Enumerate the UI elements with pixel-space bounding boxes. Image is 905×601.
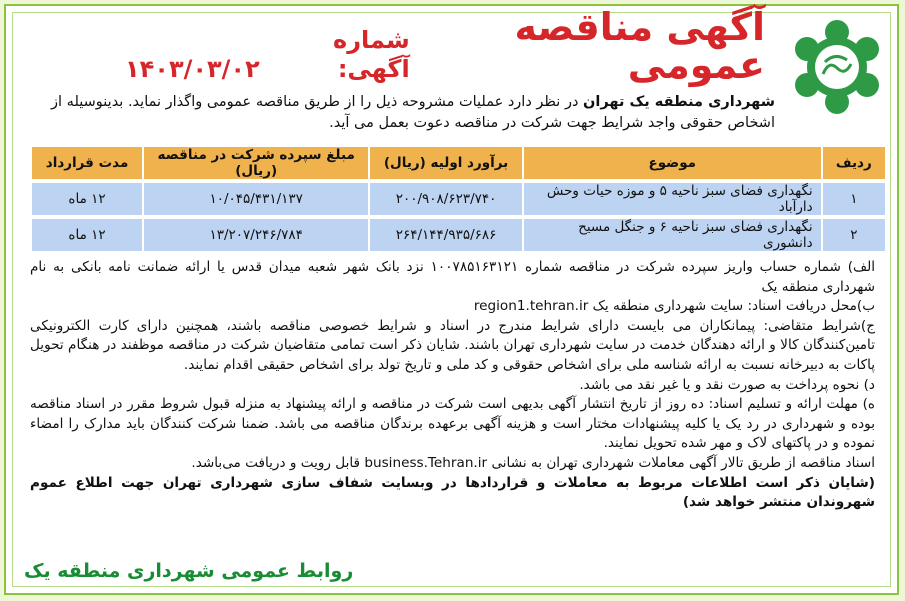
notice-body [30, 258, 875, 513]
cell-estimate: ۲۶۴/۱۴۴/۹۳۵/۶۸۶ [368, 219, 522, 251]
clause-final-prefix: اسناد مناقصه از طریق تالار آگهی معاملات شهرداری تهران به نشانی [487, 454, 875, 471]
cell-row-number: ۱ [821, 183, 885, 215]
notice-title-row [125, 5, 765, 87]
notice-number-label: شماره آگهی: [333, 26, 410, 84]
region1-link[interactable]: region1.tehran.ir [473, 298, 589, 315]
intro-paragraph [30, 92, 775, 134]
header-deposit: مبلغ سپرده شرکت در مناقصه (ریال) [142, 147, 368, 179]
cell-deposit: ۱۰/۰۴۵/۴۳۱/۱۳۷ [142, 183, 368, 215]
tehran-municipality-logo-icon [791, 18, 883, 116]
clause-dal: د) نحوه پرداخت به صورت نقد و یا غیر نقد می باشد. [579, 376, 875, 393]
clause-be-text: ب)محل دریافت اسناد: سایت شهرداری منطقه یک [588, 298, 875, 315]
header-subject: موضوع [522, 147, 821, 179]
clause-final [30, 454, 875, 474]
notice-number: ۱۴۰۳/۰۳/۰۲ [125, 55, 260, 84]
notice-title: آگهی مناقصه عمومی [514, 5, 765, 87]
table-row [30, 183, 885, 215]
cell-subject: نگهداری فضای سبز ناحیه ۶ و جنگل مسیح دانشوری [522, 219, 821, 251]
transparency-note: (شایان ذکر است اطلاعات مربوط به معاملات و قراردادها در وبسایت شفاف سازی شهرداری تهران جهت اطلاع عموم شهروندان منتشر خواهد شد) [30, 474, 875, 511]
cell-estimate: ۲۰۰/۹۰۸/۶۲۳/۷۴۰ [368, 183, 522, 215]
clause-final-suffix: قابل رویت و دریافت می‌باشد. [191, 454, 365, 471]
cell-duration: ۱۲ ماه [30, 219, 142, 251]
cell-subject: نگهداری فضای سبز ناحیه ۵ و موزه حیات وحش دارآباد [522, 183, 821, 215]
tender-table-header [30, 147, 885, 179]
cell-deposit: ۱۳/۲۰۷/۲۴۶/۷۸۴ [142, 219, 368, 251]
intro-text: در نظر دارد عملیات مشروحه ذیل را از طریق مناقصه عمومی واگذار نماید. بدینوسیله از اشخاص حقوقی واجد شرایط جهت شرکت در مناقصه دعوت بعمل می آید. [51, 94, 775, 131]
header-duration: مدت قرارداد [30, 147, 142, 179]
clause-alef: الف) شماره حساب واریز سپرده شرکت در مناقصه شماره ۱۰۰۷۸۵۱۶۳۱۲۱ نزد بانک شهر شعبه میدان قدس یا ارائه ضمانت نامه بانکی به نام شهرداری منطقه یک [30, 259, 875, 295]
clause-he: ه) مهلت ارائه و تسلیم اسناد: ده روز از تاریخ انتشار آگهی بدیهی است شرکت در مناقصه و ارائه پیشنهاد به منزله قبول شروط مقرر در اسناد مناقصه بوده و شهرداری در رد یک یا کلیه پیشنهادات مختار است و هزینه آگهی برعهده برندگان مناقصه می باشد. ضمنا شرکت کنندگان باید مدارک را امضاء نموده و در پاکتهای لاک و مهر شده تحویل نمایند. [30, 396, 875, 452]
cell-duration: ۱۲ ماه [30, 183, 142, 215]
clause-be [30, 297, 875, 317]
intro-org: شهرداری منطقه یک تهران [583, 94, 775, 110]
clause-jim: ج)شرایط متقاضی: پیمانکاران می بایست دارای شرایط مندرج در اسناد و شرایط خصوصی مناقصه باشند، همچنین دارای کارت الکترونیکی تامین‌کنندگان کالا و ارائه دهندگان خدمت در سایت شهرداری تهران باشند. شایان ذکر است تمامی متقاضیان شرکت در مناقصه موظفند در هنگام تحویل پاکات به دبیرخانه نسبت به ارائه شناسه ملی برای اشخاص حقوقی و کد ملی و تاریخ تولد برای اشخاص حقیقی اقدام نمایند. [30, 317, 875, 373]
public-relations-signature: روابط عمومی شهرداری منطقه یک [24, 560, 354, 582]
table-row [30, 219, 885, 251]
cell-row-number: ۲ [821, 219, 885, 251]
tender-table [30, 143, 885, 255]
header-estimate: برآورد اولیه (ریال) [368, 147, 522, 179]
header-row-number: ردیف [821, 147, 885, 179]
business-tehran-link[interactable]: business.Tehran.ir [364, 454, 488, 471]
